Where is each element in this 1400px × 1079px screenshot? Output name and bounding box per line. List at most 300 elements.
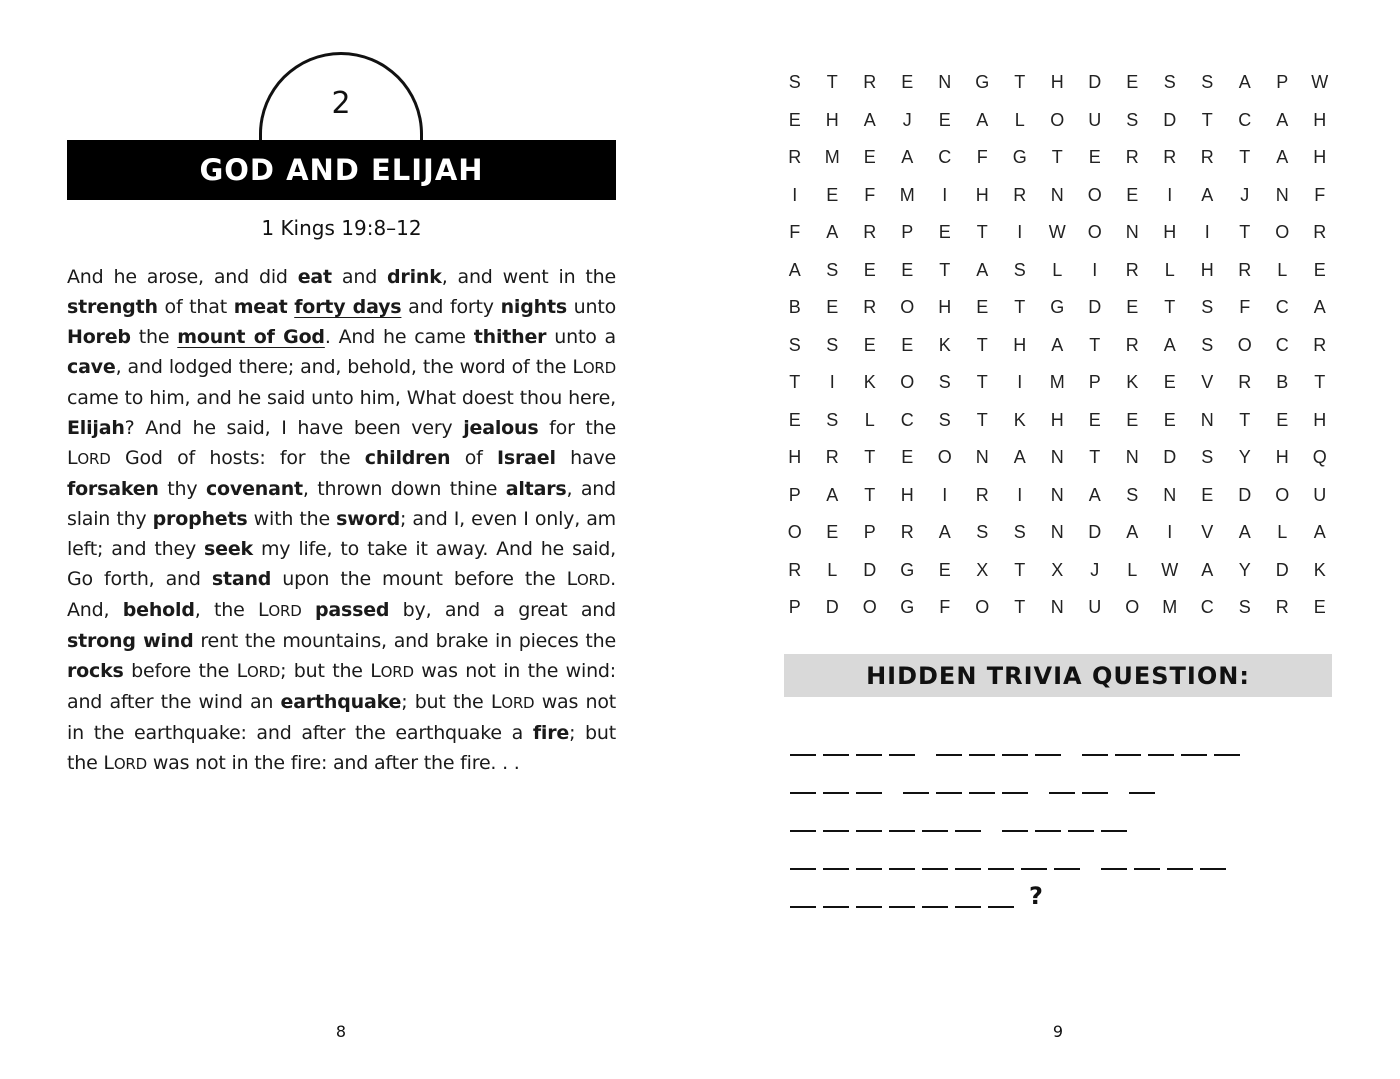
grid-letter[interactable]: R: [788, 147, 802, 168]
grid-letter[interactable]: C: [1200, 597, 1214, 618]
grid-letter[interactable]: A: [1088, 484, 1101, 505]
grid-letter[interactable]: E: [1163, 372, 1176, 393]
grid-letter[interactable]: F: [939, 597, 951, 618]
letter-blank[interactable]: [790, 754, 816, 756]
grid-letter[interactable]: R: [1275, 597, 1289, 618]
grid-letter[interactable]: A: [1238, 522, 1251, 543]
grid-letter[interactable]: T: [1201, 109, 1213, 130]
grid-letter[interactable]: I: [829, 372, 835, 393]
grid-letter[interactable]: S: [1201, 447, 1214, 468]
letter-blank[interactable]: [856, 754, 882, 756]
grid-letter[interactable]: E: [938, 222, 951, 243]
letter-blank[interactable]: [1167, 868, 1193, 870]
grid-row: [776, 477, 1340, 515]
grid-letter[interactable]: C: [1238, 109, 1252, 130]
grid-letter[interactable]: E: [1126, 184, 1139, 205]
grid-letter[interactable]: H: [1050, 409, 1064, 430]
grid-letter[interactable]: T: [1314, 372, 1326, 393]
grid-letter[interactable]: M: [1162, 597, 1178, 618]
letter-blank[interactable]: [1082, 792, 1108, 794]
passage-text: was not in the earthquake: and after the earthquake a: [67, 691, 616, 744]
grid-letter[interactable]: T: [976, 372, 988, 393]
grid-letter[interactable]: K: [938, 334, 951, 355]
letter-blank[interactable]: [1035, 830, 1061, 832]
grid-letter[interactable]: N: [1050, 184, 1064, 205]
grid-letter[interactable]: A: [1276, 147, 1289, 168]
grid-letter[interactable]: T: [1014, 597, 1026, 618]
letter-blank[interactable]: [823, 906, 849, 908]
grid-letter[interactable]: R: [1200, 147, 1214, 168]
letter-blank[interactable]: [856, 792, 882, 794]
grid-letter[interactable]: S: [826, 259, 839, 280]
letter-blank[interactable]: [790, 906, 816, 908]
letter-blank[interactable]: [1129, 792, 1155, 794]
grid-letter[interactable]: S: [788, 72, 801, 93]
grid-letter[interactable]: S: [1201, 72, 1214, 93]
grid-letter[interactable]: O: [1087, 222, 1102, 243]
grid-letter[interactable]: C: [1275, 297, 1289, 318]
grid-letter[interactable]: S: [788, 334, 801, 355]
letter-blank[interactable]: [1214, 754, 1240, 756]
letter-blank[interactable]: [1148, 754, 1174, 756]
letter-blank[interactable]: [790, 792, 816, 794]
grid-letter[interactable]: E: [863, 334, 876, 355]
grid-letter[interactable]: A: [1313, 522, 1326, 543]
grid-letter[interactable]: L: [864, 409, 875, 430]
passage-text: , thrown down thine: [302, 478, 506, 500]
grid-letter[interactable]: R: [1238, 259, 1252, 280]
grid-letter[interactable]: O: [900, 372, 915, 393]
grid-letter[interactable]: Y: [1238, 447, 1251, 468]
grid-letter[interactable]: R: [863, 222, 877, 243]
grid-letter[interactable]: U: [1088, 597, 1102, 618]
letter-blank[interactable]: [1054, 868, 1080, 870]
grid-letter[interactable]: A: [1013, 447, 1026, 468]
grid-letter[interactable]: A: [788, 259, 801, 280]
grid-letter[interactable]: S: [1126, 484, 1139, 505]
grid-letter[interactable]: R: [825, 447, 839, 468]
letter-blank[interactable]: [1200, 868, 1226, 870]
grid-letter[interactable]: R: [1125, 259, 1139, 280]
grid-letter[interactable]: R: [1163, 147, 1177, 168]
grid-letter[interactable]: M: [824, 147, 840, 168]
letter-blank[interactable]: [790, 868, 816, 870]
grid-letter[interactable]: O: [937, 447, 952, 468]
grid-letter[interactable]: R: [1313, 222, 1327, 243]
grid-letter[interactable]: C: [938, 147, 952, 168]
grid-letter[interactable]: O: [900, 297, 915, 318]
grid-letter[interactable]: T: [1089, 447, 1101, 468]
grid-letter[interactable]: E: [1126, 297, 1139, 318]
grid-letter[interactable]: N: [1050, 484, 1064, 505]
grid-letter[interactable]: A: [1276, 109, 1289, 130]
grid-letter[interactable]: C: [900, 409, 914, 430]
grid-letter[interactable]: E: [1126, 409, 1139, 430]
letter-blank[interactable]: [1068, 830, 1094, 832]
grid-letter[interactable]: R: [1238, 372, 1252, 393]
answer-line: [790, 726, 1261, 756]
grid-letter[interactable]: S: [826, 334, 839, 355]
grid-letter[interactable]: T: [1014, 297, 1026, 318]
grid-letter[interactable]: T: [1089, 334, 1101, 355]
grid-letter[interactable]: X: [976, 559, 989, 580]
grid-letter[interactable]: D: [1238, 484, 1252, 505]
passage-text: rent the mountains, and brake in pieces the: [193, 630, 616, 652]
grid-letter[interactable]: A: [976, 109, 989, 130]
grid-letter[interactable]: E: [938, 559, 951, 580]
letter-blank[interactable]: [988, 906, 1014, 908]
grid-letter[interactable]: H: [788, 447, 802, 468]
grid-letter[interactable]: O: [1050, 109, 1065, 130]
grid-letter[interactable]: M: [1049, 372, 1065, 393]
passage-text: was not in the wind: and after the wind an: [67, 660, 616, 713]
letter-blank[interactable]: [823, 754, 849, 756]
grid-letter[interactable]: R: [788, 559, 802, 580]
grid-letter[interactable]: O: [1237, 334, 1252, 355]
grid-letter[interactable]: S: [1013, 259, 1026, 280]
grid-letter[interactable]: R: [1125, 147, 1139, 168]
letter-blank[interactable]: [969, 792, 995, 794]
grid-letter[interactable]: E: [901, 72, 914, 93]
word-search-grid[interactable]: [776, 64, 1340, 627]
grid-letter[interactable]: E: [788, 409, 801, 430]
grid-letter[interactable]: T: [864, 447, 876, 468]
grid-letter[interactable]: K: [863, 372, 876, 393]
letter-blank[interactable]: [1002, 830, 1028, 832]
grid-letter[interactable]: O: [1087, 184, 1102, 205]
grid-letter[interactable]: I: [1017, 484, 1023, 505]
grid-letter[interactable]: S: [1126, 109, 1139, 130]
grid-letter[interactable]: N: [1050, 522, 1064, 543]
grid-letter[interactable]: C: [1275, 334, 1289, 355]
letter-blank[interactable]: [790, 830, 816, 832]
grid-letter[interactable]: I: [1017, 372, 1023, 393]
letter-blank[interactable]: [856, 868, 882, 870]
grid-letter[interactable]: G: [1050, 297, 1065, 318]
grid-letter[interactable]: S: [1013, 522, 1026, 543]
grid-letter[interactable]: T: [1239, 147, 1251, 168]
grid-letter[interactable]: A: [1201, 559, 1214, 580]
letter-blank[interactable]: [969, 754, 995, 756]
grid-letter[interactable]: O: [862, 597, 877, 618]
grid-letter[interactable]: W: [1311, 72, 1329, 93]
grid-letter[interactable]: D: [1088, 72, 1102, 93]
grid-letter[interactable]: Q: [1312, 447, 1327, 468]
grid-letter[interactable]: E: [826, 184, 839, 205]
grid-letter[interactable]: E: [901, 334, 914, 355]
grid-letter[interactable]: F: [1314, 184, 1326, 205]
grid-letter[interactable]: N: [1050, 447, 1064, 468]
grid-letter[interactable]: H: [1163, 222, 1177, 243]
grid-letter[interactable]: E: [1201, 484, 1214, 505]
grid-letter[interactable]: D: [1163, 109, 1177, 130]
grid-row: [776, 214, 1340, 252]
grid-letter[interactable]: X: [1051, 559, 1064, 580]
grid-letter[interactable]: S: [938, 409, 951, 430]
grid-letter[interactable]: J: [1090, 559, 1100, 580]
grid-letter[interactable]: N: [1125, 447, 1139, 468]
passage-text: thy: [158, 478, 206, 500]
grid-letter[interactable]: E: [863, 259, 876, 280]
letter-blank[interactable]: [988, 868, 1014, 870]
grid-letter[interactable]: T: [976, 222, 988, 243]
grid-letter[interactable]: T: [1051, 147, 1063, 168]
grid-letter[interactable]: P: [1276, 72, 1289, 93]
grid-letter[interactable]: T: [864, 484, 876, 505]
letter-blank[interactable]: [1021, 868, 1047, 870]
letter-blank[interactable]: [936, 754, 962, 756]
grid-letter[interactable]: S: [1238, 597, 1251, 618]
grid-letter[interactable]: R: [863, 297, 877, 318]
letter-blank[interactable]: [889, 868, 915, 870]
grid-letter[interactable]: R: [863, 72, 877, 93]
grid-letter[interactable]: H: [1013, 334, 1027, 355]
grid-letter[interactable]: P: [1088, 372, 1101, 393]
grid-letter[interactable]: D: [1275, 559, 1289, 580]
grid-letter[interactable]: L: [1052, 259, 1063, 280]
grid-letter[interactable]: E: [1313, 597, 1326, 618]
grid-letter[interactable]: R: [1313, 334, 1327, 355]
letter-blank[interactable]: [1002, 792, 1028, 794]
answer-word: [790, 792, 889, 794]
passage-text: of that: [157, 296, 234, 318]
passage-text: came to him, and he said unto him, What doest thou here,: [67, 387, 616, 409]
grid-letter[interactable]: L: [1127, 559, 1138, 580]
grid-letter[interactable]: L: [1277, 522, 1288, 543]
letter-blank[interactable]: [856, 830, 882, 832]
grid-letter[interactable]: V: [1201, 372, 1214, 393]
grid-letter[interactable]: I: [1167, 184, 1173, 205]
grid-letter[interactable]: A: [976, 259, 989, 280]
letter-blank[interactable]: [922, 830, 948, 832]
grid-letter[interactable]: E: [938, 109, 951, 130]
grid-letter[interactable]: E: [826, 297, 839, 318]
grid-letter[interactable]: M: [899, 184, 915, 205]
letter-blank[interactable]: [955, 906, 981, 908]
grid-letter[interactable]: A: [826, 484, 839, 505]
grid-letter[interactable]: H: [825, 109, 839, 130]
grid-row: [776, 439, 1340, 477]
grid-letter[interactable]: E: [1163, 409, 1176, 430]
grid-letter[interactable]: E: [788, 109, 801, 130]
grid-letter[interactable]: P: [863, 522, 876, 543]
letter-blank[interactable]: [922, 906, 948, 908]
answer-word: [1082, 754, 1247, 756]
letter-blank[interactable]: [889, 906, 915, 908]
grid-letter[interactable]: P: [788, 484, 801, 505]
grid-letter[interactable]: W: [1048, 222, 1066, 243]
grid-letter[interactable]: T: [1239, 409, 1251, 430]
grid-letter[interactable]: S: [1201, 334, 1214, 355]
grid-letter[interactable]: T: [976, 409, 988, 430]
grid-letter[interactable]: S: [826, 409, 839, 430]
letter-blank[interactable]: [1101, 868, 1127, 870]
grid-letter[interactable]: S: [976, 522, 989, 543]
grid-letter[interactable]: D: [1163, 447, 1177, 468]
grid-letter[interactable]: A: [1051, 334, 1064, 355]
highlighted-word: children: [364, 447, 451, 469]
letter-blank[interactable]: [1082, 754, 1108, 756]
grid-letter[interactable]: I: [1167, 522, 1173, 543]
grid-letter[interactable]: O: [787, 522, 802, 543]
grid-letter[interactable]: B: [788, 297, 801, 318]
grid-letter[interactable]: T: [1239, 222, 1251, 243]
grid-letter[interactable]: L: [1164, 259, 1175, 280]
grid-letter[interactable]: A: [1163, 334, 1176, 355]
grid-letter[interactable]: R: [1125, 334, 1139, 355]
grid-letter[interactable]: A: [938, 522, 951, 543]
grid-letter[interactable]: H: [1275, 447, 1289, 468]
grid-letter[interactable]: A: [1126, 522, 1139, 543]
grid-letter[interactable]: I: [942, 484, 948, 505]
grid-letter[interactable]: F: [864, 184, 876, 205]
grid-letter[interactable]: I: [792, 184, 798, 205]
letter-blank[interactable]: [955, 868, 981, 870]
letter-blank[interactable]: [1115, 754, 1141, 756]
grid-letter[interactable]: E: [1313, 259, 1326, 280]
highlighted-word: altars: [505, 478, 567, 500]
grid-letter[interactable]: H: [975, 184, 989, 205]
grid-letter[interactable]: B: [1276, 372, 1289, 393]
grid-letter[interactable]: U: [1313, 484, 1327, 505]
letter-blank[interactable]: [1049, 792, 1075, 794]
grid-letter[interactable]: Y: [1238, 559, 1251, 580]
grid-letter[interactable]: W: [1161, 559, 1179, 580]
grid-letter[interactable]: I: [1017, 222, 1023, 243]
grid-letter[interactable]: N: [938, 72, 952, 93]
grid-letter[interactable]: A: [1238, 72, 1251, 93]
grid-letter[interactable]: I: [1204, 222, 1210, 243]
grid-letter[interactable]: O: [975, 597, 990, 618]
highlighted-word: meat: [233, 296, 288, 318]
grid-letter[interactable]: T: [976, 334, 988, 355]
grid-letter[interactable]: I: [1092, 259, 1098, 280]
grid-letter[interactable]: E: [1088, 409, 1101, 430]
grid-letter[interactable]: T: [1014, 559, 1026, 580]
letter-blank[interactable]: [1134, 868, 1160, 870]
letter-blank[interactable]: [823, 792, 849, 794]
grid-letter[interactable]: P: [901, 222, 914, 243]
grid-letter[interactable]: G: [1012, 147, 1027, 168]
grid-letter[interactable]: H: [900, 484, 914, 505]
letter-blank[interactable]: [856, 906, 882, 908]
grid-letter[interactable]: E: [1276, 409, 1289, 430]
grid-letter[interactable]: F: [1239, 297, 1251, 318]
letter-blank[interactable]: [823, 868, 849, 870]
grid-letter[interactable]: H: [1313, 147, 1327, 168]
grid-letter[interactable]: O: [1275, 222, 1290, 243]
grid-letter[interactable]: A: [901, 147, 914, 168]
grid-letter[interactable]: E: [901, 447, 914, 468]
grid-letter[interactable]: K: [1013, 409, 1026, 430]
chapter-number: 2: [331, 86, 351, 121]
grid-letter[interactable]: D: [863, 559, 877, 580]
letter-blank[interactable]: [1002, 754, 1028, 756]
grid-letter[interactable]: T: [789, 372, 801, 393]
letter-blank[interactable]: [823, 830, 849, 832]
letter-blank[interactable]: [1035, 754, 1061, 756]
grid-letter[interactable]: S: [1201, 297, 1214, 318]
grid-letter[interactable]: D: [825, 597, 839, 618]
grid-letter[interactable]: T: [826, 72, 838, 93]
letter-blank[interactable]: [936, 792, 962, 794]
grid-letter[interactable]: T: [1014, 72, 1026, 93]
letter-blank[interactable]: [922, 868, 948, 870]
grid-letter[interactable]: N: [975, 447, 989, 468]
passage-text: ; but the: [280, 660, 371, 682]
letter-blank[interactable]: [903, 792, 929, 794]
grid-letter[interactable]: V: [1201, 522, 1214, 543]
grid-letter[interactable]: R: [900, 522, 914, 543]
grid-letter[interactable]: N: [1275, 184, 1289, 205]
grid-letter[interactable]: N: [1050, 597, 1064, 618]
grid-letter[interactable]: E: [1126, 72, 1139, 93]
grid-letter[interactable]: A: [1201, 184, 1214, 205]
grid-letter[interactable]: H: [1313, 409, 1327, 430]
grid-letter[interactable]: I: [942, 184, 948, 205]
grid-letter[interactable]: H: [938, 297, 952, 318]
grid-letter[interactable]: H: [1050, 72, 1064, 93]
grid-letter[interactable]: S: [938, 372, 951, 393]
grid-letter[interactable]: T: [939, 259, 951, 280]
letter-blank[interactable]: [1181, 754, 1207, 756]
grid-letter[interactable]: N: [1200, 409, 1214, 430]
chapter-title-bar: [67, 140, 616, 200]
grid-letter[interactable]: R: [975, 484, 989, 505]
grid-letter[interactable]: A: [826, 222, 839, 243]
highlighted-word: behold: [122, 599, 195, 621]
grid-letter[interactable]: L: [1014, 109, 1025, 130]
grid-letter[interactable]: E: [1088, 147, 1101, 168]
grid-letter[interactable]: H: [1313, 109, 1327, 130]
letter-blank[interactable]: [889, 830, 915, 832]
letter-blank[interactable]: [889, 754, 915, 756]
grid-letter[interactable]: F: [789, 222, 801, 243]
grid-letter[interactable]: A: [863, 109, 876, 130]
grid-letter[interactable]: E: [863, 147, 876, 168]
grid-letter[interactable]: E: [976, 297, 989, 318]
grid-letter[interactable]: N: [1125, 222, 1139, 243]
grid-letter[interactable]: E: [826, 522, 839, 543]
grid-letter[interactable]: D: [1088, 297, 1102, 318]
grid-letter[interactable]: S: [1163, 72, 1176, 93]
letter-blank[interactable]: [1101, 830, 1127, 832]
grid-letter[interactable]: J: [902, 109, 912, 130]
grid-letter[interactable]: L: [827, 559, 838, 580]
grid-letter[interactable]: U: [1088, 109, 1102, 130]
grid-letter[interactable]: G: [900, 597, 915, 618]
grid-letter[interactable]: E: [901, 259, 914, 280]
grid-letter[interactable]: L: [1277, 259, 1288, 280]
grid-letter[interactable]: R: [1013, 184, 1027, 205]
grid-letter[interactable]: G: [900, 559, 915, 580]
grid-letter[interactable]: K: [1313, 559, 1326, 580]
grid-letter[interactable]: P: [788, 597, 801, 618]
grid-letter[interactable]: O: [1275, 484, 1290, 505]
grid-letter[interactable]: H: [1200, 259, 1214, 280]
grid-letter[interactable]: F: [976, 147, 988, 168]
grid-letter[interactable]: O: [1125, 597, 1140, 618]
grid-letter[interactable]: J: [1240, 184, 1250, 205]
grid-letter[interactable]: A: [1313, 297, 1326, 318]
grid-letter[interactable]: T: [1164, 297, 1176, 318]
letter-blank[interactable]: [955, 830, 981, 832]
grid-letter[interactable]: D: [1088, 522, 1102, 543]
passage-text: [302, 599, 315, 621]
grid-letter[interactable]: N: [1163, 484, 1177, 505]
grid-letter[interactable]: K: [1126, 372, 1139, 393]
grid-letter[interactable]: G: [975, 72, 990, 93]
